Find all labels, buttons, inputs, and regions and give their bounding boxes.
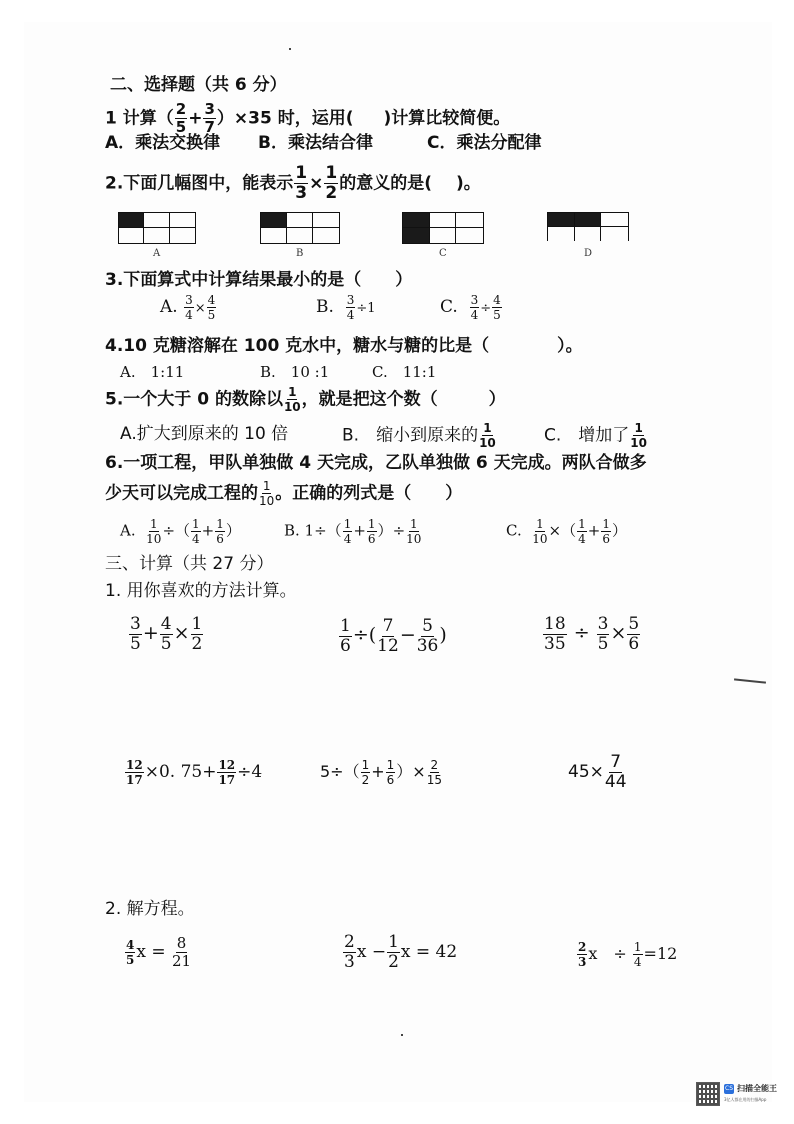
- equation-2: $\frac{2}{3}$ x − $\frac{1}{2}$ x = 42: [344, 932, 458, 972]
- q1-post: ）×35 时，运用(: [216, 108, 354, 129]
- q1-option-b[interactable]: B．乘法结合律: [258, 133, 373, 153]
- section3-sub2: 2. 解方程。: [105, 899, 195, 919]
- scanner-subtext: 3亿人都在用的扫描App: [724, 1097, 767, 1102]
- section3-sub1: 1. 用你喜欢的方法计算。: [105, 581, 297, 601]
- calc-expr-6: 45× $\frac{7}{44}$: [568, 751, 627, 792]
- grid-figure-b[interactable]: [260, 212, 340, 244]
- q2-frac-1: $\frac{1}{3}$: [295, 163, 308, 203]
- grid-label-a: A: [153, 248, 161, 259]
- calc-expr-1: $\frac{3}{5}$ + $\frac{4}{5}$ × $\frac{1}{2}$: [130, 613, 203, 654]
- grid-label-c: C: [439, 248, 447, 259]
- q1-frac-1: $\frac{2}{5}$: [175, 100, 187, 136]
- q3-option-b[interactable]: B. $\frac{3}{4}$ ÷1: [316, 293, 376, 322]
- grid-label-d: D: [584, 248, 593, 259]
- q5-option-a[interactable]: A.扩大到原来的 10 倍: [120, 424, 289, 444]
- scan-dot: [401, 1034, 403, 1036]
- qr-code-icon: [696, 1082, 720, 1106]
- calc-expr-5: 5÷（ $\frac{1}{2}$ + $\frac{1}{6}$ ）× $\frac{2}{15}$: [320, 758, 442, 787]
- scan-dot: [289, 48, 291, 50]
- question-6-line2: 少天可以完成工程的 $\frac{1}{10}$ 。正确的列式是（ ）: [105, 479, 463, 508]
- q6-option-c[interactable]: C. $\frac{1}{10}$ ×（ $\frac{1}{4}$ + $\frac{1}{6}$ ）: [506, 517, 628, 546]
- question-3: 3.下面算式中计算结果最小的是（ ）: [105, 270, 413, 290]
- grid-figure-d[interactable]: [547, 212, 629, 241]
- section3-title: 三、计算（共 27 分）: [105, 554, 274, 574]
- q4-option-c[interactable]: C. 11:1: [372, 363, 437, 381]
- grid-figure-a[interactable]: [118, 212, 196, 244]
- grid-figure-c[interactable]: [402, 212, 484, 244]
- q2-pre: 2.下面几幅图中，能表示: [105, 173, 294, 194]
- q3-option-a[interactable]: A. $\frac{3}{4}$ × $\frac{4}{5}$: [160, 293, 216, 322]
- q1-frac-2: $\frac{3}{7}$: [204, 100, 215, 136]
- q2-times: ×: [309, 173, 324, 194]
- q6-option-b[interactable]: B. 1÷（ $\frac{1}{4}$ + $\frac{1}{6}$ ）÷ $\frac{1}{10}$: [284, 517, 422, 546]
- camscanner-logo-icon: CS: [725, 1085, 733, 1092]
- q4-option-a[interactable]: A. 1:11: [120, 363, 185, 381]
- calc-expr-2: $\frac{1}{6}$ ÷( $\frac{7}{12}$ − $\frac{5}{36}$ ): [340, 615, 447, 656]
- question-6-line1: 6.一项工程，甲队单独做 4 天完成，乙队单独做 6 天完成。两队合做多: [105, 453, 647, 473]
- q5-option-c[interactable]: C. 增加了 $\frac{1}{10}$: [544, 421, 647, 450]
- scanner-brand: 扫描全能王: [737, 1084, 777, 1093]
- q1-plus: +: [188, 108, 203, 129]
- q2-post: 的意义的是(: [339, 173, 433, 194]
- q4-option-b[interactable]: B. 10 :1: [260, 363, 330, 381]
- grid-label-b: B: [296, 248, 304, 259]
- equation-3: $\frac{2}{3}$ x ÷ $\frac{1}{4}$ =12: [578, 940, 678, 969]
- q6-option-a[interactable]: A. $\frac{1}{10}$ ÷（ $\frac{1}{4}$ + $\frac{1}{6}$ ）: [120, 517, 241, 546]
- q1-option-a[interactable]: A．乘法交换律: [105, 133, 221, 153]
- q2-frac-2: $\frac{1}{2}$: [325, 163, 338, 203]
- equation-1: $\frac{4}{5}$ x = $\frac{8}{21}$: [126, 934, 192, 970]
- section2-title: 二、选择题（共 6 分）: [110, 75, 287, 95]
- calc-expr-3: $\frac{18}{35}$ ÷ $\frac{3}{5}$ × $\frac{5}{6}$: [544, 613, 640, 654]
- q2-tail: )。: [456, 173, 481, 194]
- q1-tail: )计算比较简便。: [383, 108, 511, 129]
- q3-option-c[interactable]: C. $\frac{3}{4}$ ÷ $\frac{4}{5}$: [440, 293, 501, 322]
- question-2: [105, 165, 481, 202]
- q1-pre: 1 计算（: [105, 108, 174, 129]
- q5-option-b[interactable]: B. 缩小到原来的 $\frac{1}{10}$: [342, 421, 496, 450]
- calc-expr-4: $\frac{12}{17}$ ×0. 75+ $\frac{12}{17}$ ÷4: [126, 758, 263, 787]
- question-5: 5.一个大于 0 的数除以 $\frac{1}{10}$ ，就是把这个数（ ）: [105, 385, 506, 414]
- q1-option-c[interactable]: C．乘法分配律: [427, 133, 542, 153]
- question-4: 4.10 克糖溶解在 100 克水中，糖水与糖的比是（ ）。: [105, 336, 583, 356]
